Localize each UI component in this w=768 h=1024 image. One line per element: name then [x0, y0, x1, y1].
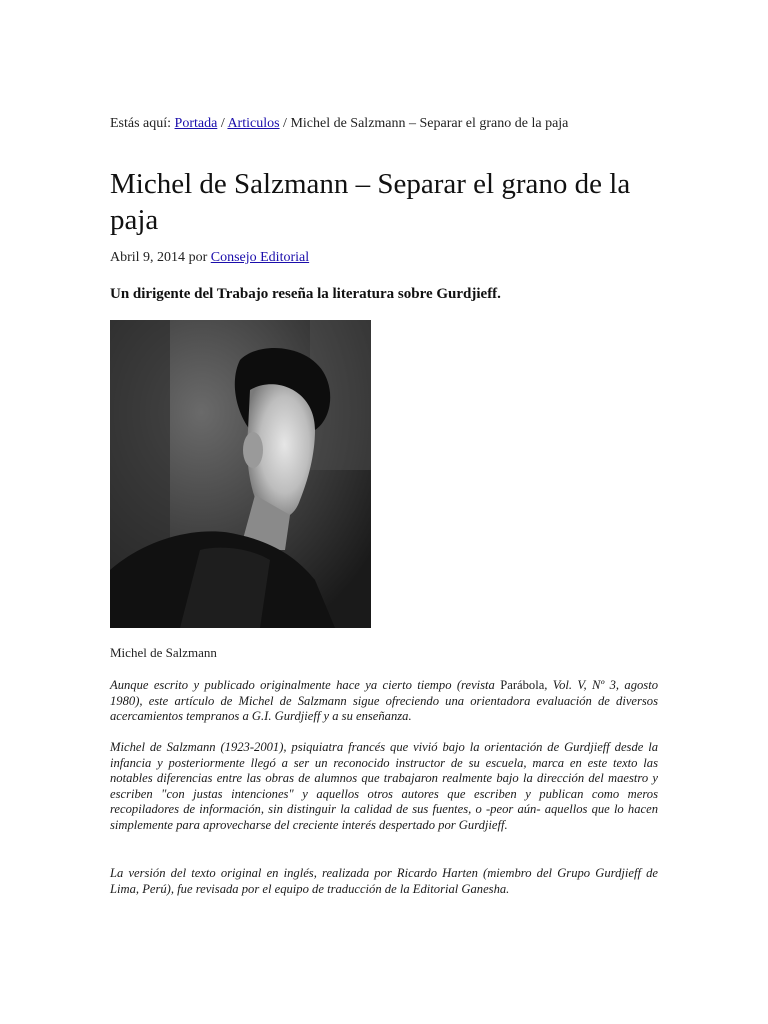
- article-meta: [110, 250, 309, 266]
- breadcrumb-current: Michel de Salzmann – Separar el grano de la paja: [290, 116, 569, 131]
- bio-paragraph: Michel de Salzmann (1923-2001), psiquiatra francés que vivió bajo la orientación de Gurdjieff desde la infancia y posteriormente llegó a ser un reconocido instructor de su escuela, marca en este texto las notables diferencias entre las obras de alumnos que trabajaron realmente bajo la dirección del maestro y escriben "con justas intenciones" y aquellos otros autores que escriben y publican como meros recopiladores de información, sin distinguir la calidad de sus fuentes, o -peor aún- aquellos que lo hacen simplemente para aprovecharse del creciente interés despertado por Gurdjieff.: [110, 740, 658, 832]
- portrait-photo: [110, 320, 371, 628]
- intro-text-before: Aunque escrito y publicado originalmente hace ya cierto tiempo (revista: [110, 678, 501, 692]
- intro-paragraph: [110, 678, 658, 725]
- magazine-name: Parábola: [500, 678, 545, 692]
- article-date: Abril 9, 2014: [110, 250, 186, 265]
- translation-note-paragraph: La versión del texto original en inglés, realizada por Ricardo Harten (miembro del Grupo Gurdjieff de Lima, Perú), fue revisada por el equipo de traducción de la Editorial Ganesha.: [110, 866, 658, 896]
- breadcrumb-separator: /: [220, 116, 225, 131]
- breadcrumb-prefix: Estás aquí:: [110, 116, 172, 131]
- author-link[interactable]: Consejo Editorial: [210, 250, 310, 265]
- article-subtitle: Un dirigente del Trabajo reseña la literatura sobre Gurdjieff.: [110, 286, 501, 302]
- photo-caption: Michel de Salzmann: [110, 645, 217, 660]
- breadcrumb-home-link[interactable]: Portada: [174, 116, 218, 131]
- breadcrumb-separator: /: [283, 116, 287, 131]
- intro-text-after: , Vol. V, Nº 3, agosto 1980), este artículo de Michel de Salzmann sigue ofreciendo una orientadora evaluación de diversos acercamientos tempranos a G.I. Gurdjieff y a su enseñanza.: [110, 678, 658, 724]
- breadcrumb-section-link[interactable]: Articulos: [227, 116, 280, 131]
- article-title: Michel de Salzmann – Separar el grano de la paja: [110, 168, 631, 236]
- article-by: por: [188, 250, 208, 265]
- breadcrumb: [110, 116, 568, 132]
